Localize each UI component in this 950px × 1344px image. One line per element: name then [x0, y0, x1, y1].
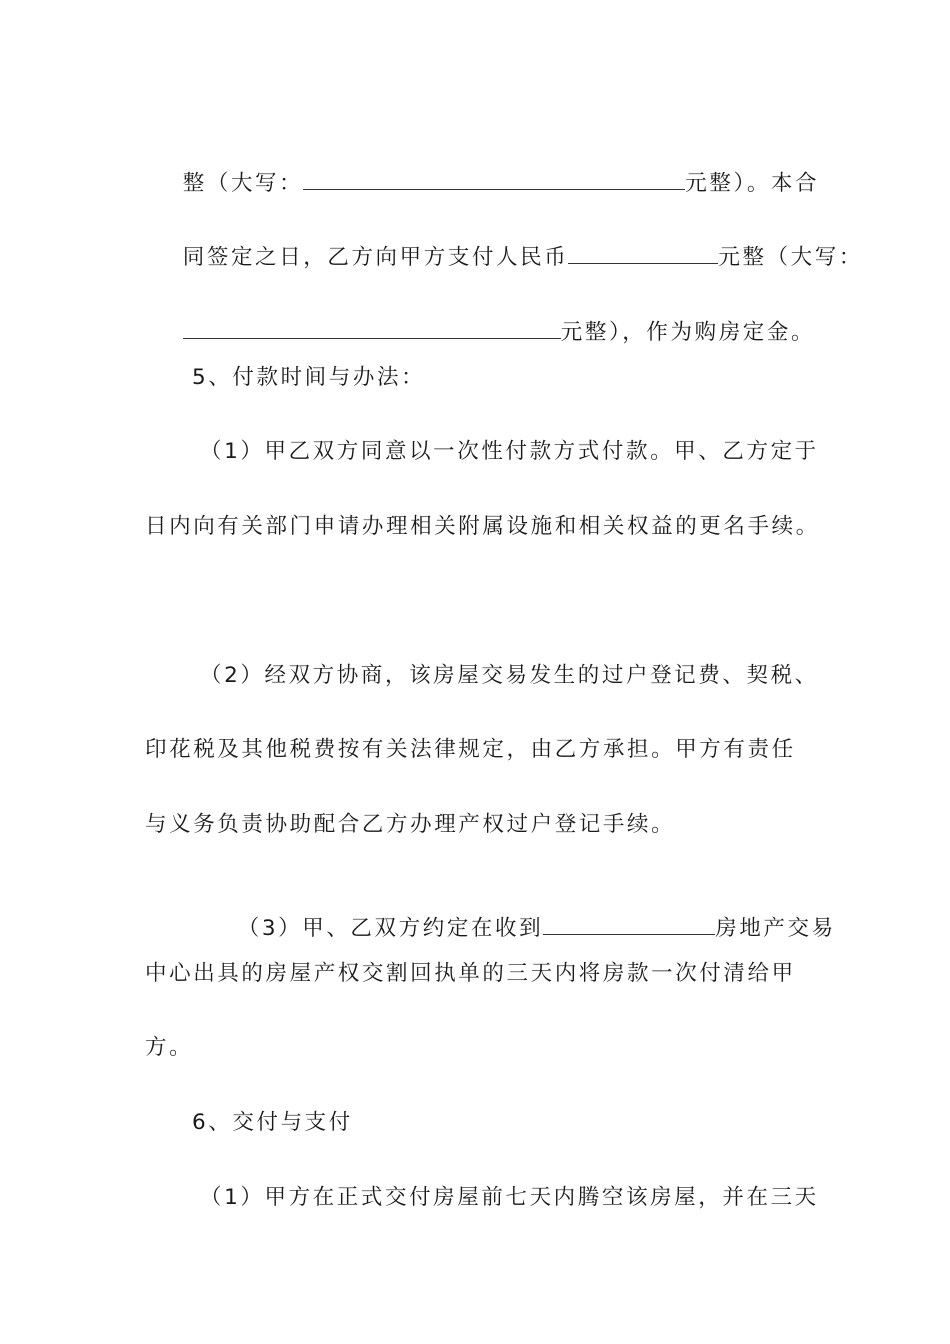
paragraph-line: 中心出具的房屋产权交割回执单的三天内将房款一次付清给甲 [145, 961, 796, 986]
section-heading: 6、交付与支付 [192, 1110, 353, 1135]
paragraph-line: 日内向有关部门申请办理相关附属设施和相关权益的更名手续。 [145, 514, 820, 539]
text-segment: 同签定之日，乙方向甲方支付人民币 [182, 245, 569, 270]
fill-in-blank [303, 169, 685, 190]
paragraph-line: （2）经双方协商，该房屋交易发生的过户登记费、契税、 [200, 663, 819, 688]
fill-in-blank [543, 914, 715, 935]
text-segment: 元整），作为购房定金。 [560, 320, 816, 345]
paragraph-line: 印花税及其他税费按有关法律规定，由乙方承担。甲方有责任 [145, 737, 796, 762]
section-heading: 5、付款时间与办法： [192, 365, 426, 390]
fill-in-blank [183, 318, 561, 339]
text-segment: 元整（大写： [718, 245, 863, 270]
text-segment: （3）甲、乙双方约定在收到 [237, 916, 544, 941]
fill-in-blank [568, 243, 718, 264]
text-segment: 房地产交易 [715, 916, 836, 941]
paragraph-line: 方。 [145, 1035, 194, 1060]
paragraph-line: （1）甲方在正式交付房屋前七天内腾空该房屋，并在三天 [200, 1185, 819, 1210]
text-segment: 元整）。本合 [685, 171, 820, 196]
text-segment: 整（大写： [182, 171, 304, 196]
paragraph-line: （1）甲乙双方同意以一次性付款方式付款。甲、乙方定于 [200, 439, 819, 464]
paragraph-line: 与义务负责协助配合乙方办理产权过户登记手续。 [145, 812, 676, 837]
